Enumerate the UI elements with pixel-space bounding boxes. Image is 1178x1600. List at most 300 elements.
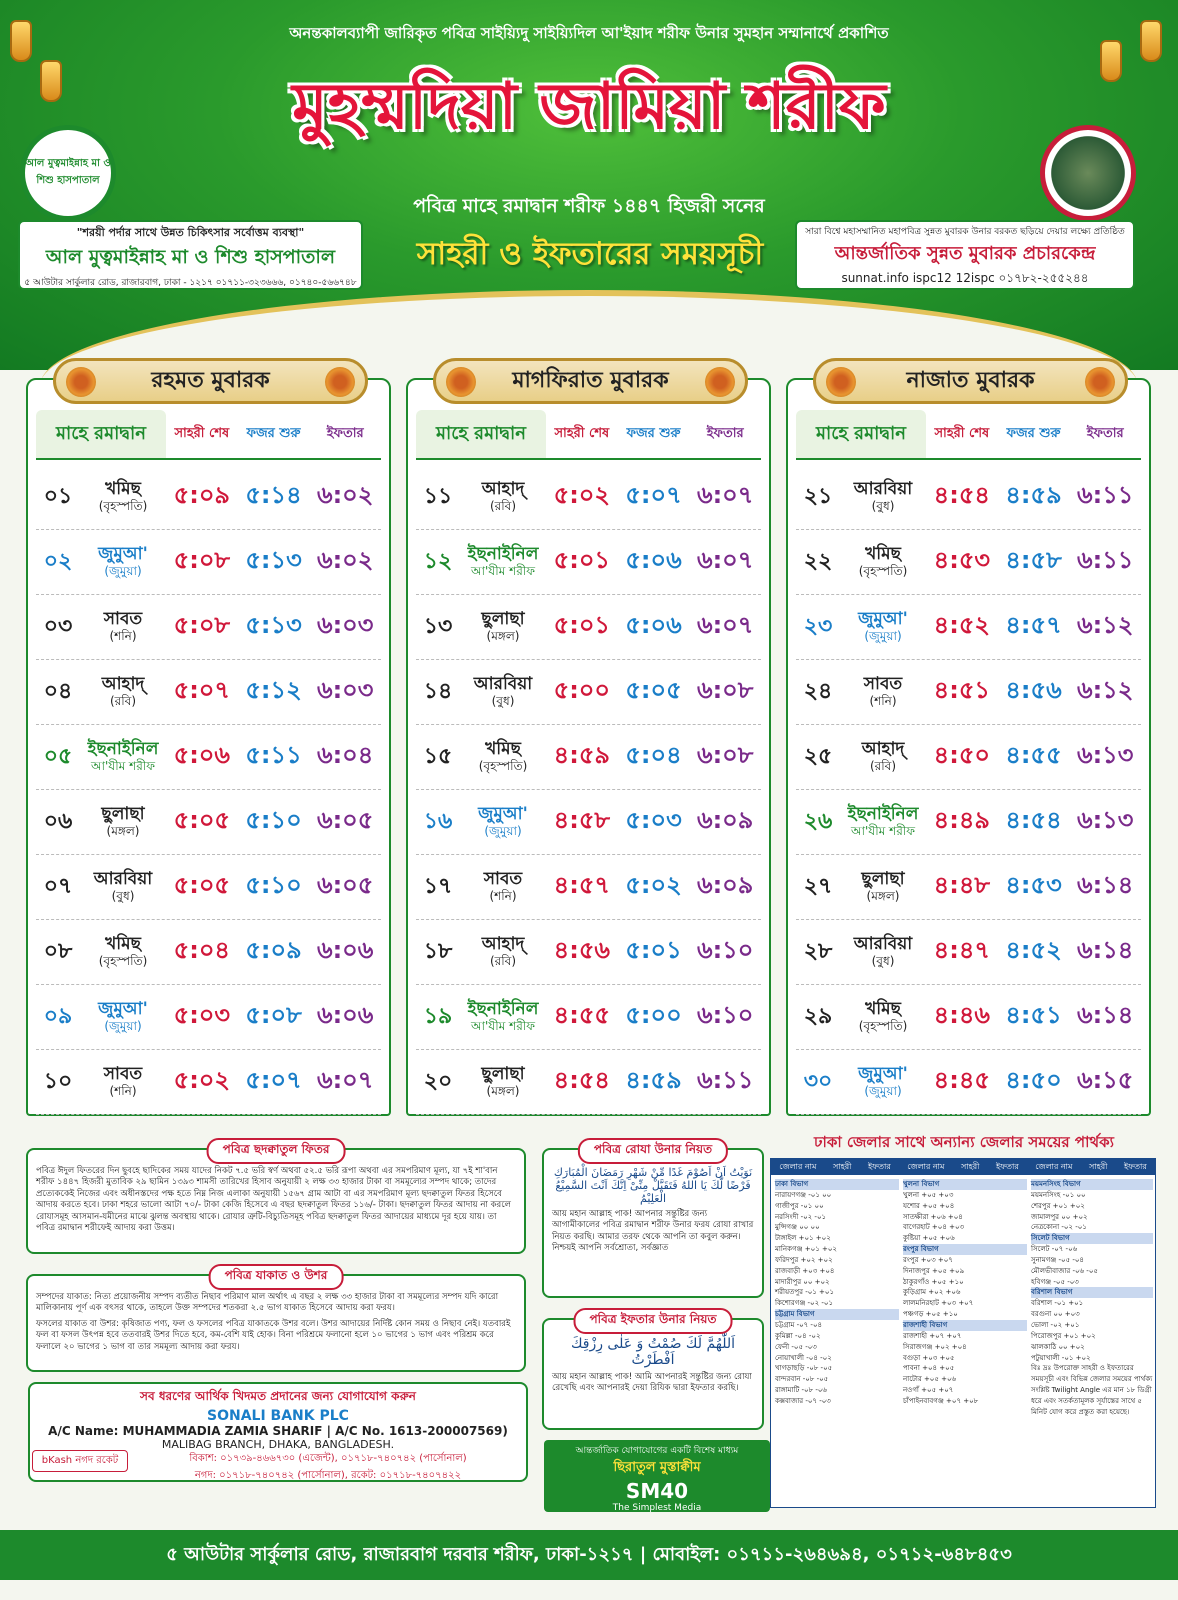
weekday-sub: আ'যীম শরীফ	[470, 563, 536, 578]
district-head-cell: ইফতার	[996, 1161, 1019, 1171]
district-entry: সিলেট -০৭ -০৬	[1031, 1245, 1078, 1254]
day-number: ১১	[423, 483, 453, 509]
weekday-sub: (শনি)	[869, 693, 897, 708]
sahri-time: ৫:০৫	[173, 806, 231, 834]
district-entry: নোয়াখালী -০৪ -০২	[775, 1353, 832, 1362]
fajr-time: ৪:৫৮	[1005, 546, 1062, 574]
fajr-time: ৫:১২	[245, 676, 302, 704]
sahri-time: ৪:৪৭	[933, 936, 991, 964]
table-row	[416, 465, 761, 530]
weekday-sub: (মঙ্গল)	[486, 1083, 520, 1098]
day-number: ২৮	[803, 938, 833, 964]
weekday-name: জুমুআ'	[858, 1064, 908, 1085]
sahri-time: ৫:০৩	[173, 1001, 231, 1029]
header-sahri: সাহরী শেষ	[554, 425, 610, 441]
district-entry: গাজীপুর -০১ ০০	[775, 1201, 824, 1210]
district-entry: বরিশাল -০১ +০১	[1031, 1299, 1084, 1308]
district-entry: বাগেরহাট +০৪ +০৩	[903, 1223, 965, 1232]
district-entry: বান্দরবান -০৮ -০৫	[775, 1375, 829, 1384]
header-iftar: ইফতার	[326, 425, 364, 441]
sahri-time: ৫:০২	[173, 1066, 231, 1094]
iftar-time: ৬:০৮	[696, 676, 754, 704]
fitra-text: পবিত্র ঈদুল ফিতরের দিন ছুবহে ছাদিকের সময় যাদের নিকট ৭.৫ ভরি স্বর্ণ অথবা ৫২.৫ ভরি রূপা অথবা এর সমপরিমাণ মূল্য, যা ৭ই শা'বান শরীফ ১৪৪৭ হিজরী মুতাবিক ২৯ ছামিন ১৩৯৩ শামসী তারিখের হিসাব অনুযায়ী ২ লক্ষ ৩৩ হাজার টাকা বা সমমূল্যের সম্পদ থাকে; তাদের প্রত্যেককেই নিজের এবং অধীনস্তদের পক্ষ হতে নিম্ন নিজ এলাকা অনুযায়ী ১৫৬৭ গ্রাম আটা বা এর সমপরিমাণ মূল্য ছদক্বাতুল ফিতর হিসেবে আদায় করতে হবে। ঢাকা শহরে ভালো আটা ৭০/- টাকা কেজি হিসেবে এ বছর ছদক্বাতুল ফিতর ১১৬/- টাকা। ছদক্বাতুল ফিতর আদায় না করলে রোযাসমূহ আসমান-যমীনের মাঝে ঝুলন্ত অবস্থায় থাকে। রোযার ত্রুটি-বিচ্যুতিসমূহ পবিত্র ছদক্বাতুল ফিতর আদায়ের মাধ্যমে দূর হয়ে যায়। তা পবিত্র রমাদ্বান শরীফেই আদায় করা উত্তম।	[36, 1166, 511, 1234]
sahri-time: ৫:০১	[553, 546, 611, 574]
sahri-time: ৪:৫৮	[553, 806, 610, 834]
day-number: ২১	[803, 483, 833, 509]
ramadan-column-1	[26, 367, 391, 1116]
weekday-sub: (জুমুয়া)	[484, 823, 522, 838]
district-entry: পঞ্চগড় +০৫ +১০	[903, 1310, 958, 1319]
weekday	[840, 935, 926, 968]
sahri-time: ৫:০৮	[173, 546, 231, 574]
day-number: ১৪	[423, 678, 453, 704]
district-entry: খুলনা +০৫ +০৩	[903, 1190, 954, 1199]
weekday	[80, 1000, 166, 1033]
weekday-sub: (বুধ)	[871, 498, 895, 513]
weekday-sub: (বৃহস্পতি)	[858, 563, 908, 578]
weekday	[460, 545, 546, 578]
day-number: ০৪	[43, 678, 73, 704]
day-number: ৩০	[803, 1068, 833, 1094]
weekday-sub: আ'যীম শরীফ	[850, 823, 916, 838]
table-row	[796, 530, 1141, 595]
day-number: ২২	[803, 548, 833, 574]
day-number: ২৬	[803, 808, 833, 834]
district-entry: টাঙ্গাইল +০১ +০২	[775, 1234, 831, 1243]
table-row	[36, 1050, 381, 1115]
district-entry: ঝালকাঠি ০০ +০২	[1031, 1342, 1085, 1351]
day-number: ০৮	[43, 938, 73, 964]
sahri-time: ৪:৫৭	[553, 871, 611, 899]
day-number: ২৩	[803, 613, 833, 639]
band-label: রহমত মুবারক	[151, 367, 270, 393]
sm40-line1: আন্তর্জাতিক যোগাযোগের একটি বিশেষ মাধ্যম	[575, 1446, 739, 1456]
iftar-title: পবিত্র ইফতার উনার নিয়ত	[574, 1308, 733, 1334]
subtitle: পবিত্র মাহে রমাদ্বান শরীফ ১৪৪৭ হিজরী সনের	[413, 195, 765, 217]
center-name: আন্তর্জাতিক সুন্নত মুবারক প্রচারকেন্দ্র	[834, 243, 1096, 264]
weekday	[460, 1000, 546, 1033]
fajr-time: ৫:০১	[625, 936, 682, 964]
iftar-time: ৬:০৫	[316, 871, 374, 899]
weekday-name: আরবিয়া	[853, 934, 913, 955]
table-row	[796, 790, 1141, 855]
district-entry: পিরোজপুর +০১ +০২	[1031, 1331, 1096, 1340]
fajr-time: ৫:০৬	[625, 611, 682, 639]
iftar-time: ৬:১০	[696, 1001, 754, 1029]
column-band	[813, 358, 1128, 404]
table-row	[416, 530, 761, 595]
district-head-cell: সাহরী	[960, 1161, 980, 1171]
sahri-time: ৪:৫৩	[933, 546, 991, 574]
district-column-3	[1031, 1179, 1153, 1418]
table-row	[796, 660, 1141, 725]
district-head-cell: সাহরী	[1088, 1161, 1108, 1171]
day-number: ১৭	[423, 873, 453, 899]
day-number: ২৭	[803, 873, 833, 899]
sahri-time: ৫:০৪	[173, 936, 231, 964]
ramadan-column-2	[406, 367, 771, 1116]
sahri-time: ৪:৪৯	[933, 806, 990, 834]
sahri-time: ৫:০০	[553, 676, 611, 704]
schedule-title: সাহরী ও ইফতারের সময়সূচী	[416, 236, 764, 272]
district-entry: পটুয়াখালী -০১ +০২	[1031, 1353, 1091, 1362]
fajr-time: ৪:৫৭	[1005, 611, 1062, 639]
table-row	[36, 855, 381, 920]
day-number: ১৫	[423, 743, 453, 769]
band-label: মাগফিরাত মুবারক	[512, 367, 669, 393]
table-row	[796, 920, 1141, 985]
district-entry: বরগুনা ০০ +০৩	[1031, 1310, 1080, 1319]
weekday-name: সাবত	[863, 674, 903, 695]
weekday-name: ইছনাইনিল	[87, 739, 159, 760]
weekday-sub: (জুমুয়া)	[104, 1018, 142, 1033]
table-row	[796, 595, 1141, 660]
zakat-text-1: সম্পদের যাকাত: নিত্য প্রয়োজনীয় সম্পদ ব্যতীত নিছাব পরিমাণ মাল অর্থাৎ এ বছর ২ লক্ষ ৩৩ হাজার টাকা বা সমমূল্যের সম্পদ যদি কারো মালিকানায় পূর্ণ এক বৎসর থাকে, তাহলে উক্ত সম্পদের শতকরা ২.৫ ভাগ যাকাত হিসেবে আদায় করা ফরয।	[36, 1292, 499, 1314]
iftar-time: ৬:০৫	[316, 806, 374, 834]
iftar-time: ৬:১৩	[1076, 806, 1134, 834]
district-entry: শরীয়তপুর -০১ +০১	[775, 1288, 835, 1297]
iftar-text: আয় মহান আল্লাহ পাক! আমি আপনারই সন্তুষ্টির জন্য রোযা রেখেছি এবং আপনারই দেয়া রিযিক দ্বারা ইফতার করছি।	[552, 1372, 752, 1394]
table-header	[36, 410, 381, 460]
iftar-time: ৬:১২	[1076, 676, 1134, 704]
sahri-time: ৪:৫৯	[553, 741, 610, 769]
iftar-time: ৬:০৩	[316, 676, 374, 704]
district-entry: রাঙ্গামাটি -০৮ -০৬	[775, 1386, 827, 1395]
sahri-time: ৪:৫০	[933, 741, 991, 769]
weekday-name: আহাদ্	[101, 674, 145, 695]
ramadan-column-3	[786, 367, 1151, 1116]
table-row	[416, 725, 761, 790]
fajr-time: ৪:৫২	[1005, 936, 1062, 964]
district-entry: নেত্রকোনা -০২ -০১	[1031, 1223, 1087, 1232]
weekday-name: আহাদ্	[481, 934, 525, 955]
weekday-name: ইছনাইনিল	[847, 804, 919, 825]
weekday-sub: (শনি)	[109, 1083, 137, 1098]
column-band	[53, 358, 368, 404]
weekday-sub: (রবি)	[869, 758, 897, 773]
iftar-time: ৬:০৭	[696, 546, 754, 574]
district-entry: ফেনী -০৫ -০৩	[775, 1342, 817, 1351]
sahri-time: ৪:৫৪	[933, 481, 990, 509]
table-row	[416, 920, 761, 985]
iftar-time: ৬:০৭	[316, 1066, 374, 1094]
day-number: ২৫	[803, 743, 833, 769]
weekday-name: খমিছ	[865, 544, 901, 565]
bank-name: SONALI BANK PLC	[207, 1408, 349, 1424]
header-sahri: সাহরী শেষ	[934, 425, 990, 441]
sahri-time: ৫:০৫	[173, 871, 231, 899]
fajr-time: ৫:০৯	[245, 936, 302, 964]
weekday	[840, 480, 926, 513]
weekday-sub: (রবি)	[489, 953, 517, 968]
weekday	[460, 740, 546, 773]
weekday	[840, 610, 926, 643]
nagad-number: নগদ: ০১৭১৮-৭৪০৭৪২ (পার্সোনাল), রকেট: ০১৭১৮-৭৪০৭৪২২	[194, 1470, 462, 1481]
district-entry: লালমনিরহাট +০৩ +০৭	[903, 1299, 974, 1308]
sm40-tagline: The Simplest Media	[612, 1503, 702, 1513]
rosette-icon	[705, 367, 735, 397]
district-head-cell: জেলার নাম	[1035, 1161, 1073, 1171]
sm40-line2: ছিরাতুল মুস্তাক্বীম	[613, 1460, 701, 1475]
district-head-cell: জেলার নাম	[779, 1161, 817, 1171]
weekday	[840, 805, 926, 838]
district-entry: ময়মনসিংহ -০১ ০০	[1031, 1190, 1086, 1199]
weekday-name: জুমুআ'	[98, 544, 148, 565]
iftar-time: ৬:০৩	[316, 611, 374, 639]
district-entry: ঢাকা বিভাগ	[775, 1179, 899, 1190]
weekday	[840, 675, 926, 708]
district-entry: কুড়িগ্রাম +০২ +০৬	[903, 1288, 961, 1297]
iftar-time: ৬:০৬	[316, 936, 374, 964]
fajr-time: ৪:৫৬	[1005, 676, 1062, 704]
weekday	[80, 610, 166, 643]
header-iftar: ইফতার	[706, 425, 744, 441]
header-month: মাহে রমাদ্বান	[416, 410, 546, 458]
fajr-time: ৫:১৪	[245, 481, 302, 509]
table-row	[36, 660, 381, 725]
weekday-sub: (শনি)	[109, 628, 137, 643]
district-entry: পাবনা +০৪ +০৫	[903, 1364, 955, 1373]
fajr-time: ৫:০৬	[625, 546, 682, 574]
day-number: ০৫	[43, 743, 73, 769]
fajr-time: ৫:০০	[625, 1001, 682, 1029]
sahri-time: ৫:০৬	[173, 741, 231, 769]
fajr-time: ৪:৫১	[1005, 1001, 1062, 1029]
day-number: ১৩	[423, 613, 453, 639]
day-number: ০২	[43, 548, 73, 574]
weekday-name: সাবত	[483, 869, 523, 890]
weekday-sub: (বৃহস্পতি)	[478, 758, 528, 773]
district-entry: ভোলা -০২ +০১	[1031, 1320, 1080, 1329]
day-number: ২৪	[803, 678, 833, 704]
weekday-name: খমিছ	[485, 739, 521, 760]
page-title: মুহম্মদিয়া জামিয়া শরীফ	[292, 70, 886, 144]
weekday	[460, 675, 546, 708]
district-entry: মৌলভীবাজার -০৬ -০৫	[1031, 1266, 1098, 1275]
district-entry: চট্টগ্রাম বিভাগ	[775, 1309, 899, 1320]
iftar-time: ৬:১১	[1077, 481, 1134, 509]
table-row	[36, 465, 381, 530]
iftar-time: ৬:০৪	[316, 741, 374, 769]
table-row	[796, 985, 1141, 1050]
sahri-time: ৪:৫২	[933, 611, 991, 639]
sm40-logo: SM40	[625, 1479, 689, 1503]
fajr-time: ৪:৫০	[1005, 1066, 1062, 1094]
district-entry: রংপুর +০৩ +০৭	[903, 1255, 953, 1264]
sahri-time: ৪:৪৫	[933, 1066, 990, 1094]
iftar-time: ৬:১৩	[1076, 741, 1134, 769]
fajr-time: ৫:০৭	[625, 481, 682, 509]
weekday	[80, 935, 166, 968]
fajr-time: ৪:৫৪	[1005, 806, 1062, 834]
district-entry: ফরিদপুর +০২ +০২	[775, 1255, 833, 1264]
header-month: মাহে রমাদ্বান	[796, 410, 926, 458]
table-row	[796, 855, 1141, 920]
iftar-time: ৬:১১	[697, 1066, 754, 1094]
mobile-banking-badge: bKash নগদ রকেট	[32, 1450, 128, 1472]
header-fajr: ফজর শুরু	[246, 425, 301, 441]
weekday-name: খমিছ	[105, 934, 141, 955]
rosette-icon	[826, 367, 856, 397]
weekday-name: জুমুআ'	[478, 804, 528, 825]
iftar-time: ৬:০২	[316, 481, 374, 509]
weekday-sub: (রবি)	[109, 693, 137, 708]
weekday	[80, 740, 166, 773]
fajr-time: ৫:০৫	[625, 676, 682, 704]
weekday	[840, 545, 926, 578]
sahri-time: ৪:৪৮	[933, 871, 990, 899]
fajr-time: ৫:১০	[245, 806, 302, 834]
iftar-time: ৬:১১	[1077, 546, 1134, 574]
table-body	[796, 465, 1141, 1115]
table-row	[416, 660, 761, 725]
weekday-sub: (মঙ্গল)	[866, 888, 900, 903]
weekday-sub: (জুমুয়া)	[104, 563, 142, 578]
iftar-box	[542, 1312, 764, 1430]
weekday	[460, 805, 546, 838]
sahri-time: ৪:৫৪	[553, 1066, 610, 1094]
fajr-time: ৫:১০	[245, 871, 302, 899]
day-number: ১৮	[423, 938, 453, 964]
weekday-sub: (শনি)	[489, 888, 517, 903]
district-entry: দিনাজপুর +০৫ +০৯	[903, 1266, 965, 1275]
district-entry: কুষ্টিয়া +০৫ +০৬	[903, 1234, 955, 1243]
district-entry: খাগড়াছড়ি -০৮ -০৫	[775, 1364, 833, 1373]
bank-branch: MALIBAG BRANCH, DHAKA, BANGLADESH.	[161, 1438, 395, 1451]
district-head-cell: ইফতার	[1124, 1161, 1147, 1171]
district-title: ঢাকা জেলার সাথে অন্যান্য জেলার সময়ের পার্থক্য	[814, 1133, 1114, 1151]
sahri-time: ৫:০৭	[173, 676, 231, 704]
column-band	[433, 358, 748, 404]
weekday-sub: (মঙ্গল)	[106, 823, 140, 838]
day-number: ১৯	[423, 1003, 453, 1029]
district-entry: সাতক্ষীরা +০৬ +০৪	[903, 1212, 963, 1221]
weekday-name: জুমুআ'	[98, 999, 148, 1020]
header-iftar: ইফতার	[1086, 425, 1124, 441]
weekday-name: ছুলাছা	[101, 804, 145, 825]
day-number: ১০	[43, 1068, 73, 1094]
rosette-icon	[1085, 367, 1115, 397]
district-entry: যশোর +০৫ +০৪	[903, 1201, 955, 1210]
center-tagline: সারা বিশ্বে মহাসম্মানিত মহাপবিত্র সুন্নত মুবারক উনার বরকত ছড়িয়ে দেয়ার লক্ষ্যে প্রতিষ্ঠিত	[805, 227, 1125, 237]
table-body	[36, 465, 381, 1115]
table-body	[416, 465, 761, 1115]
weekday	[460, 610, 546, 643]
iftar-time: ৬:১২	[1076, 611, 1134, 639]
weekday	[460, 480, 546, 513]
weekday	[80, 1065, 166, 1098]
weekday	[840, 1065, 926, 1098]
header-fajr: ফজর শুরু	[1006, 425, 1061, 441]
roza-box	[542, 1142, 764, 1298]
day-number: ০৬	[43, 808, 73, 834]
weekday	[460, 935, 546, 968]
table-row	[416, 855, 761, 920]
weekday	[80, 545, 166, 578]
district-head-cell: ইফতার	[868, 1161, 891, 1171]
weekday	[80, 805, 166, 838]
sahri-time: ৪:৫৫	[553, 1001, 610, 1029]
table-row	[36, 595, 381, 660]
day-number: ০১	[43, 483, 73, 509]
fajr-time: ৪:৫৫	[1005, 741, 1062, 769]
table-row	[796, 465, 1141, 530]
sahri-time: ৫:০৯	[173, 481, 231, 509]
district-entry: কুমিল্লা -০৪ -০২	[775, 1331, 821, 1340]
weekday-name: ছুলাছা	[481, 609, 525, 630]
zakat-box	[26, 1268, 526, 1372]
fitra-title: পবিত্র ছদক্বাতুল ফিতর	[207, 1138, 346, 1164]
roza-title: পবিত্র রোযা উনার নিয়ত	[578, 1138, 728, 1164]
bkash-number: বিকাশ: ০১৭৩৯-৪৬৬৭৩০ (এজেন্ট), ০১৭১৮-৭৪০৭৪২ (পার্সোনাল)	[189, 1453, 467, 1464]
header-fajr: ফজর শুরু	[626, 425, 681, 441]
fajr-time: ৫:১৩	[245, 546, 302, 574]
district-column-1	[775, 1179, 899, 1407]
weekday-name: খমিছ	[105, 479, 141, 500]
district-entry: কক্সবাজার -০৭ -০৩	[775, 1396, 831, 1405]
weekday-sub: (বুধ)	[111, 888, 135, 903]
weekday-name: আহাদ্	[861, 739, 905, 760]
fajr-time: ৫:০২	[625, 871, 682, 899]
weekday-name: খমিছ	[865, 999, 901, 1020]
district-entry: ময়মনসিংহ বিভাগ	[1031, 1179, 1153, 1190]
intro-text: অনন্তকালব্যাপী জারিকৃত পবিত্র সাইয়্যিদু সাইয়্যিদিল আ'ইয়াদ শরীফ উনার সুমহান সম্মানার্থে প্রকাশিত	[289, 24, 889, 42]
roza-text: আয় মহান আল্লাহ পাক! আপনার সন্তুষ্টির জন্য আগামীকালের পবিত্র রমাদ্বান শরীফ উনার ফরয রোযা রাখার নিয়ত করছি। আমার তরফ থেকে আপনি তা কবুল করুন। নিশ্চয়ই আপনি সর্বশ্রোতা, সর্বজ্ঞাত	[552, 1209, 754, 1254]
weekday-sub: (বৃহস্পতি)	[858, 1018, 908, 1033]
district-entry: নরসিংদী -০২ -০১	[775, 1212, 827, 1221]
band-label: নাজাত মুবারক	[906, 367, 1035, 393]
fitra-box	[26, 1142, 526, 1254]
weekday-sub: (বৃহস্পতি)	[98, 498, 148, 513]
district-entry: সিলেট বিভাগ	[1031, 1233, 1153, 1244]
iftar-time: ৬:১০	[696, 936, 754, 964]
table-row	[416, 595, 761, 660]
weekday-sub: (বুধ)	[491, 693, 515, 708]
weekday-name: আরবিয়া	[853, 479, 913, 500]
fajr-time: ৪:৫৩	[1005, 871, 1062, 899]
fajr-time: ৪:৫৯	[1005, 481, 1062, 509]
table-row	[36, 985, 381, 1050]
district-entry: নওগাঁ +০৫ +০৭	[903, 1386, 954, 1395]
table-header	[796, 410, 1141, 460]
weekday-sub: (মঙ্গল)	[486, 628, 520, 643]
sahri-time: ৪:৫১	[933, 676, 990, 704]
district-entry: রাজশাহী বিভাগ	[903, 1320, 1027, 1331]
district-entry: হবিগঞ্জ -০৫ -০৩	[1031, 1277, 1079, 1286]
day-number: ০৩	[43, 613, 73, 639]
district-entry: নারায়ণগঞ্জ -০১ ০০	[775, 1190, 832, 1199]
table-row	[36, 530, 381, 595]
weekday-name: আহাদ্	[481, 479, 525, 500]
weekday-sub: (বুধ)	[871, 953, 895, 968]
district-entry: জামালপুর ০০ +০২	[1031, 1212, 1088, 1221]
district-entry: রাজবাড়ী +০৩ +০৪	[775, 1266, 835, 1275]
header-month: মাহে রমাদ্বান	[36, 410, 166, 458]
weekday-name: আরবিয়া	[93, 869, 153, 890]
table-row	[796, 725, 1141, 790]
iftar-time: ৬:০৭	[696, 481, 754, 509]
weekday-name: ইছনাইনিল	[467, 999, 539, 1020]
weekday-name: সাবত	[103, 1064, 143, 1085]
sm40-ad	[544, 1440, 770, 1512]
table-row	[36, 920, 381, 985]
district-head-cell: জেলার নাম	[907, 1161, 945, 1171]
table-header	[416, 410, 761, 460]
day-number: ০৭	[43, 873, 73, 899]
district-entry: সুনামগঞ্জ -০৫ -০৪	[1031, 1255, 1084, 1264]
iftar-time: ৬:১৫	[1077, 1066, 1134, 1094]
footer: ৫ আউটার সার্কুলার রোড, রাজারবাগ দরবার শরীফ, ঢাকা-১২১৭ | মোবাইল: ০১৭১১-২৬৪৬৯৪, ০১৭১২-৬৪৮৪৫৩	[0, 1530, 1178, 1580]
